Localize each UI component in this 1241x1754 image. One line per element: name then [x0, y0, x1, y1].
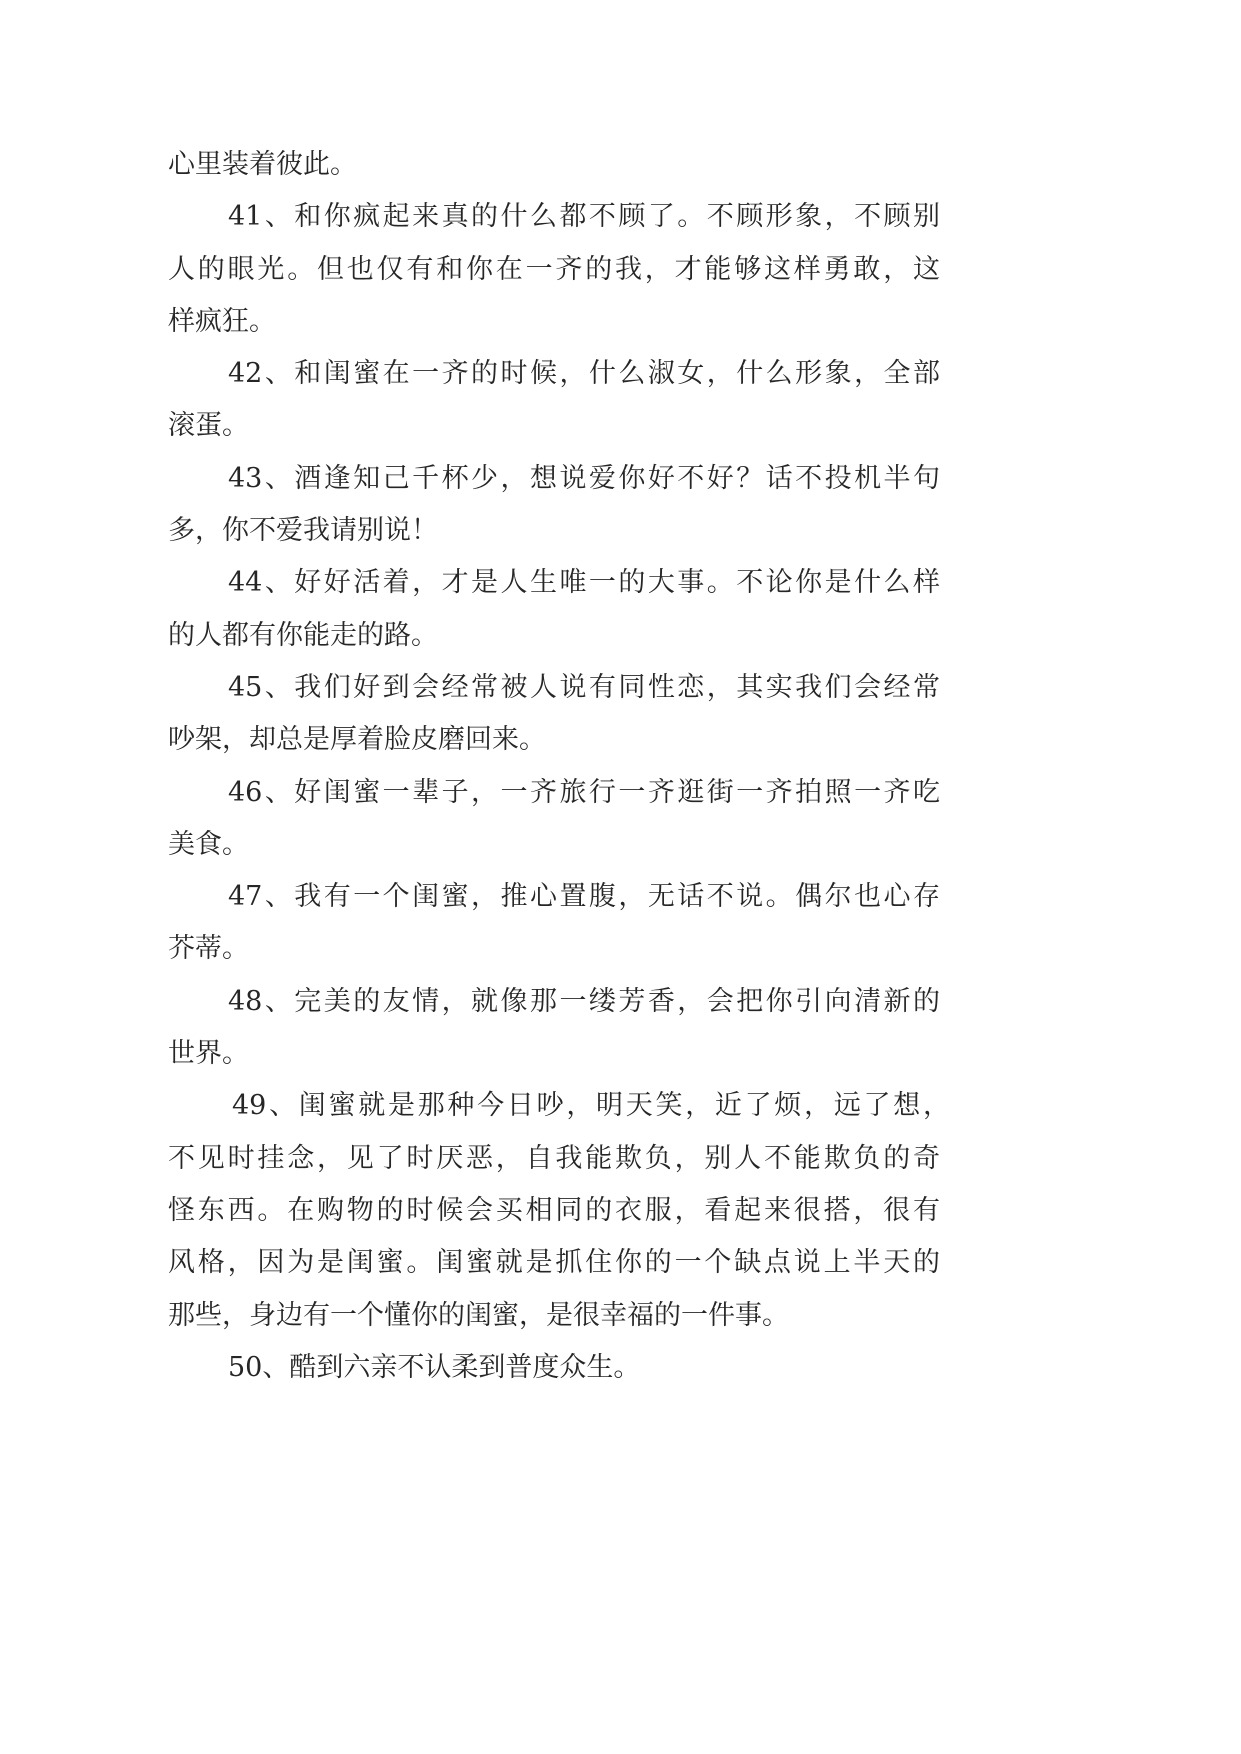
item-49-line-3: 怪东西。在购物的时候会买相同的衣服，看起来很搭，很有	[168, 1194, 940, 1226]
item-41-line-2: 人的眼光。但也仅有和你在一齐的我，才能够这样勇敢，这	[168, 253, 940, 285]
item-46-line-2: 美食。	[168, 828, 249, 860]
item-42-line-2: 滚蛋。	[168, 410, 249, 442]
item-42	[168, 348, 958, 453]
item-47	[168, 871, 958, 976]
item-43	[168, 453, 958, 558]
item-45-line-2: 吵架，却总是厚着脸皮磨回来。	[168, 724, 546, 756]
item-42-line-1: 42、和闺蜜在一齐的时候，什么淑女，什么形象，全部	[228, 358, 940, 390]
continued-paragraph-line: 心里装着彼此。	[168, 149, 357, 180]
item-47-line-2: 芥蒂。	[168, 933, 249, 965]
item-49-line-1: 49、闺蜜就是那种今日吵，明天笑，近了烦，远了想，	[232, 1090, 950, 1122]
item-50	[168, 1342, 958, 1394]
item-46-line-1: 46、好闺蜜一辈子，一齐旅行一齐逛街一齐拍照一齐吃	[228, 776, 940, 808]
item-50-line-1: 50、酷到六亲不认柔到普度众生。	[228, 1351, 641, 1383]
item-44-line-1: 44、好好活着，才是人生唯一的大事。不论你是什么样	[228, 567, 940, 599]
item-48-line-2: 世界。	[168, 1038, 249, 1070]
document-body	[168, 139, 958, 1394]
item-49	[168, 1080, 958, 1341]
item-46	[168, 767, 958, 872]
item-43-line-1: 43、酒逢知己千杯少，想说爱你好不好？话不投机半句	[228, 462, 940, 494]
item-41-line-3: 样疯狂。	[168, 305, 276, 337]
item-49-line-4: 风格，因为是闺蜜。闺蜜就是抓住你的一个缺点说上半天的	[168, 1247, 940, 1279]
item-41	[168, 191, 958, 348]
item-48	[168, 976, 958, 1081]
item-43-line-2: 多，你不爱我请别说！	[168, 515, 438, 547]
item-44-line-2: 的人都有你能走的路。	[168, 619, 438, 651]
item-45-line-1: 45、我们好到会经常被人说有同性恋，其实我们会经常	[228, 671, 940, 703]
item-41-line-1: 41、和你疯起来真的什么都不顾了。不顾形象，不顾别	[228, 201, 940, 233]
item-49-line-2: 不见时挂念，见了时厌恶，自我能欺负，别人不能欺负的奇	[168, 1142, 940, 1174]
item-45	[168, 662, 958, 767]
item-48-line-1: 48、完美的友情，就像那一缕芳香，会把你引向清新的	[228, 985, 940, 1017]
item-47-line-1: 47、我有一个闺蜜，推心置腹，无话不说。偶尔也心存	[228, 881, 940, 913]
item-49-line-5: 那些，身边有一个懂你的闺蜜，是很幸福的一件事。	[168, 1299, 789, 1331]
item-44	[168, 557, 958, 662]
